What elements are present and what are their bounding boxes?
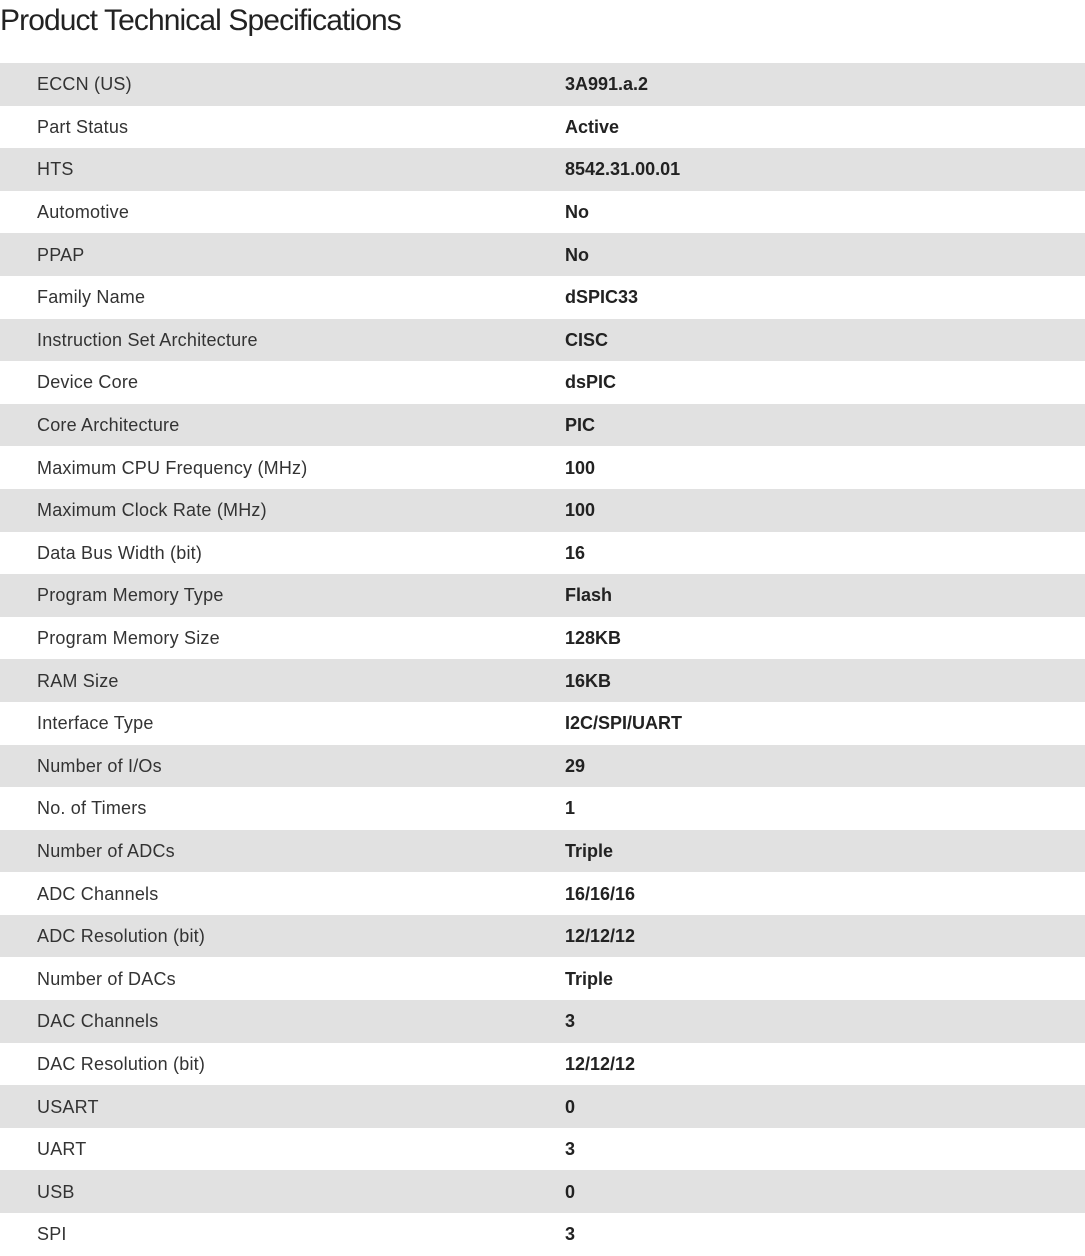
spec-label: PPAP [0,233,565,276]
spec-row [0,1043,1085,1086]
spec-value: 12/12/12 [565,915,1085,958]
spec-value: 1 [565,787,1085,830]
spec-row [0,276,1085,319]
spec-value: 0 [565,1170,1085,1213]
spec-table-body [0,63,1085,1256]
spec-value: Active [565,106,1085,149]
spec-row [0,1170,1085,1213]
spec-value: 100 [565,446,1085,489]
spec-value: 12/12/12 [565,1043,1085,1086]
spec-row [0,745,1085,788]
spec-row [0,404,1085,447]
spec-value: 3A991.a.2 [565,63,1085,106]
spec-row [0,446,1085,489]
spec-label: ADC Resolution (bit) [0,915,565,958]
spec-label: Core Architecture [0,404,565,447]
spec-row [0,63,1085,106]
spec-value: Flash [565,574,1085,617]
spec-row [0,489,1085,532]
spec-row [0,233,1085,276]
spec-row [0,148,1085,191]
spec-row [0,830,1085,873]
spec-row [0,702,1085,745]
spec-row [0,1213,1085,1256]
spec-label: ECCN (US) [0,63,565,106]
spec-label: Interface Type [0,702,565,745]
spec-row [0,617,1085,660]
spec-label: No. of Timers [0,787,565,830]
spec-value: dsPIC [565,361,1085,404]
spec-row [0,106,1085,149]
spec-row [0,659,1085,702]
spec-label: Device Core [0,361,565,404]
spec-value: No [565,233,1085,276]
spec-value: No [565,191,1085,234]
spec-label: Automotive [0,191,565,234]
spec-label: Instruction Set Architecture [0,319,565,362]
spec-label: Data Bus Width (bit) [0,532,565,575]
spec-value: PIC [565,404,1085,447]
spec-label: Program Memory Size [0,617,565,660]
spec-row [0,361,1085,404]
spec-value: 3 [565,1000,1085,1043]
spec-row [0,957,1085,1000]
spec-label: Number of DACs [0,957,565,1000]
spec-label: HTS [0,148,565,191]
spec-value: CISC [565,319,1085,362]
spec-row [0,872,1085,915]
spec-table [0,63,1085,1256]
spec-value: 100 [565,489,1085,532]
spec-value: 16 [565,532,1085,575]
spec-value: 16KB [565,659,1085,702]
spec-value: 29 [565,745,1085,788]
spec-label: Number of I/Os [0,745,565,788]
spec-row [0,574,1085,617]
spec-value: I2C/SPI/UART [565,702,1085,745]
spec-row [0,532,1085,575]
spec-label: UART [0,1128,565,1171]
spec-label: ADC Channels [0,872,565,915]
spec-label: Family Name [0,276,565,319]
page-title: Product Technical Specifications [0,4,401,37]
spec-row [0,1128,1085,1171]
spec-label: Number of ADCs [0,830,565,873]
spec-value: dSPIC33 [565,276,1085,319]
spec-label: SPI [0,1213,565,1256]
spec-row [0,191,1085,234]
spec-value: 3 [565,1128,1085,1171]
spec-value: 16/16/16 [565,872,1085,915]
spec-value: Triple [565,830,1085,873]
spec-row [0,319,1085,362]
spec-row [0,1085,1085,1128]
spec-label: Part Status [0,106,565,149]
spec-value: Triple [565,957,1085,1000]
spec-value: 3 [565,1213,1085,1256]
spec-row [0,915,1085,958]
spec-label: DAC Channels [0,1000,565,1043]
spec-value: 128KB [565,617,1085,660]
spec-value: 8542.31.00.01 [565,148,1085,191]
spec-label: USART [0,1085,565,1128]
spec-row [0,1000,1085,1043]
spec-label: RAM Size [0,659,565,702]
spec-value: 0 [565,1085,1085,1128]
spec-label: Maximum Clock Rate (MHz) [0,489,565,532]
spec-label: DAC Resolution (bit) [0,1043,565,1086]
spec-row [0,787,1085,830]
spec-label: Maximum CPU Frequency (MHz) [0,446,565,489]
spec-label: Program Memory Type [0,574,565,617]
spec-label: USB [0,1170,565,1213]
